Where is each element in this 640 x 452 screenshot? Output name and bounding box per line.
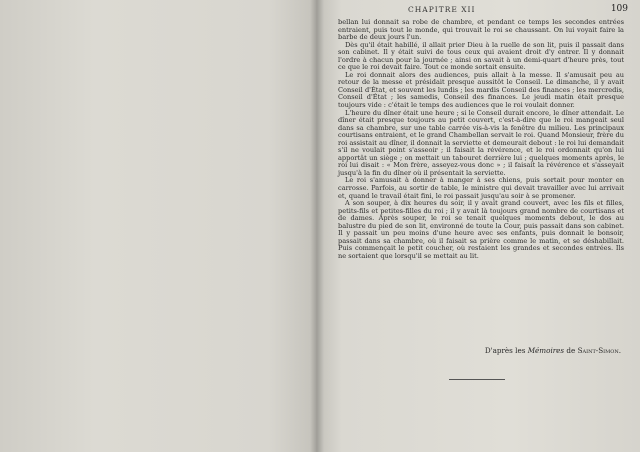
paragraph: L'heure du dîner était une heure ; si le Conseil durait encore, le dîner attendait. Le dîner était presque toujours au petit couvert, c'est-à-dire que le roi mangeait seul dans sa chambre, sur une table carrée vis-à-vis la fenêtre du milieu. Les principaux courtisans entraient, et le grand Chambellan servait le roi. Quand Monsieur, frère du roi assistait au dîner, il donnait la serviette et demeurait debout : le roi lui demandait s'il ne voulait point s'asseoir ; il faisait la révérence, et le roi ordonnait qu'on lui apportât un siège ; on mettait un tabouret derrière lui ; quelques moments après, le roi lui disait : « Mon frère, asseyez-vous donc » ; il faisait la révérence et s'asseyait jusqu'à la fin du dîner où il présentait la serviette. [338,108,624,177]
chapter-label: CHAPITRE XII [408,5,476,14]
left-page-blank [0,0,316,452]
running-header [336,5,630,17]
attribution-prefix: D'après les [484,346,528,355]
attribution-middle: de [564,346,578,355]
body-text [338,19,624,261]
attribution-work: Mémoires [527,346,565,355]
paragraph: Dès qu'il était habillé, il allait prier Dieu à la ruelle de son lit, puis il passait dans son cabinet. Il y était suivi de tous ceux qui avaient droit d'y entrer. Il y donnait l'ordre à chacun pour la journée ; ainsi on savait à un demi-quart d'heure près, tout ce que le roi devait faire. Tout ce monde sortait ensuite. [338,40,624,72]
paragraph: A son souper, à dix heures du soir, il y avait grand couvert, avec les fils et filles, petits-fils et petites-filles du roi ; il y avait là toujours grand nombre de courtisans et de dames. Après souper, le roi se tenait quelques moments debout, le dos au balustre du pied de son lit, environné de toute la Cour, puis passait dans son cabinet. Il y passait un peu moins d'une heure avec ses enfants, puis donnait le bonsoir, passait dans sa chambre, où il faisait sa prière comme le matin, et se déshabillait. Puis commençait le petit coucher, où restaient les grandes et secondes entrées. Ils ne sortaient que lorsqu'il se mettait au lit. [338,199,624,260]
closing-rule [449,379,505,380]
page-number: 109 [610,4,628,14]
paragraph: Le roi donnait alors des audiences, puis allait à la messe. Il s'amusait peu au retour de la messe et présidait presque aussitôt le Conseil. Le dimanche, il y avait Conseil d'État, et souvent les lundis ; les mardis Conseil des finances ; les mercredis, Conseil d'État ; les samedis, Conseil des finances. Le jeudi matin était presque toujours vide : c'était le temps des audiences que le roi voulait donner. [338,70,624,110]
book-gutter [310,0,324,452]
attribution-author: Saint-Simon. [577,346,621,355]
paragraph: Le roi s'amusait à donner à manger à ses chiens, puis sortait pour monter en carrosse. Parfois, au sortir de table, le ministre qui devait travailler avec lui arrivait et, quand le travail était fini, le roi passait jusqu'au soir à se promener. [338,176,624,200]
source-attribution [338,346,621,355]
paragraph: bellan lui donnait sa robe de chambre, et pendant ce temps les secondes entrées entraient, puis tout le monde, qui trouvait le roi se chaussant. On lui voyait faire la barbe de deux jours l'un. [338,18,624,42]
